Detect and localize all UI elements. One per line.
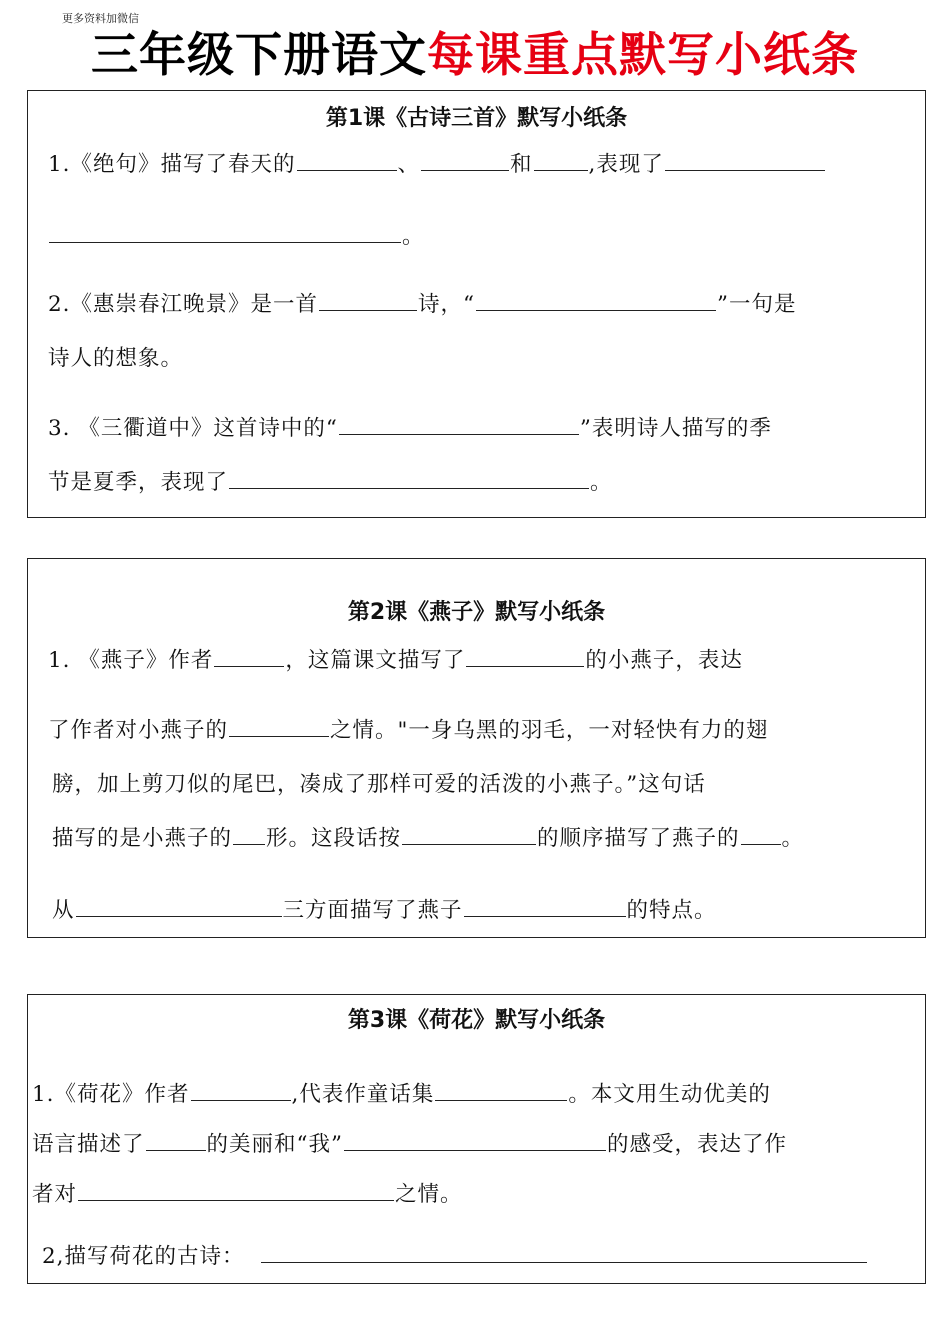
- lesson-1-q3-line2: 节是夏季，表现了 。: [48, 470, 613, 495]
- page-title-red: 每课重点默写小纸条: [427, 28, 859, 83]
- lesson-2-q1-line2: 了作者对小燕子的 之情。"一身乌黑的羽毛，一对轻快有力的翅: [48, 718, 769, 743]
- lesson-1-q1-line1: 1.《绝句》描写了春天的 、 和 ,表现了: [48, 147, 826, 178]
- page-title-black: 三年级下册语文: [91, 28, 427, 83]
- lesson-2-q1-line4: 描写的是小燕子的 形。这段话按 的顺序描写了燕子的 。: [52, 826, 805, 851]
- blank[interactable]: [76, 915, 282, 917]
- blank[interactable]: [421, 169, 509, 171]
- blank[interactable]: [229, 487, 589, 489]
- lesson-3-title: 第3课《荷花》默写小纸条: [347, 1008, 606, 1033]
- lesson-1-q1-line2: 。: [48, 219, 425, 250]
- blank[interactable]: [229, 735, 329, 737]
- lesson-1-q2-line1: 2.《惠崇春江晚景》是一首 诗，“ ”一句是: [48, 292, 797, 317]
- blank[interactable]: [665, 169, 825, 171]
- lesson-2-q1-line3: 膀，加上剪刀似的尾巴，凑成了那样可爱的活泼的小燕子。”这句话: [52, 772, 706, 797]
- blank[interactable]: [466, 665, 584, 667]
- blank[interactable]: [402, 843, 536, 845]
- blank[interactable]: [214, 665, 284, 667]
- blank[interactable]: [464, 915, 626, 917]
- blank[interactable]: [344, 1149, 606, 1151]
- blank[interactable]: [319, 309, 417, 311]
- blank[interactable]: [191, 1099, 291, 1101]
- lesson-3-box: [27, 994, 926, 1284]
- blank[interactable]: [49, 241, 401, 243]
- blank[interactable]: [339, 433, 579, 435]
- blank[interactable]: [476, 309, 716, 311]
- blank[interactable]: [146, 1149, 206, 1151]
- lesson-1-box: [27, 90, 926, 518]
- lesson-3-q1-line2: 语言描述了 的美丽和“我” 的感受，表达了作: [32, 1132, 788, 1157]
- lesson-1-q2-line2: 诗人的想象。: [48, 346, 184, 371]
- lesson-2-q1-line1: 1. 《燕子》作者 ，这篇课文描写了 的小燕子，表达: [48, 648, 743, 673]
- blank[interactable]: [261, 1261, 867, 1263]
- lesson-3-q2-line1: 2,描写荷花的古诗：: [42, 1239, 868, 1270]
- page-title: [0, 26, 950, 86]
- blank[interactable]: [78, 1199, 394, 1201]
- lesson-3-q1-line3: 者对 之情。: [32, 1182, 463, 1207]
- blank[interactable]: [435, 1099, 567, 1101]
- corner-note: 更多资料加微信: [62, 12, 139, 25]
- blank[interactable]: [233, 843, 265, 845]
- blank[interactable]: [297, 169, 397, 171]
- lesson-1-q3-line1: 3. 《三衢道中》这首诗中的“ ”表明诗人描写的季: [48, 416, 772, 441]
- lesson-1-title: 第1课《古诗三首》默写小纸条: [325, 106, 628, 131]
- blank[interactable]: [534, 169, 588, 171]
- blank[interactable]: [741, 843, 781, 845]
- lesson-2-title: 第2课《燕子》默写小纸条: [347, 600, 606, 625]
- lesson-2-box: [27, 558, 926, 938]
- lesson-2-q1-line5: 从 三方面描写了燕子 的特点。: [52, 898, 717, 923]
- lesson-3-q1-line1: 1.《荷花》作者 ,代表作童话集 。本文用生动优美的: [32, 1082, 771, 1107]
